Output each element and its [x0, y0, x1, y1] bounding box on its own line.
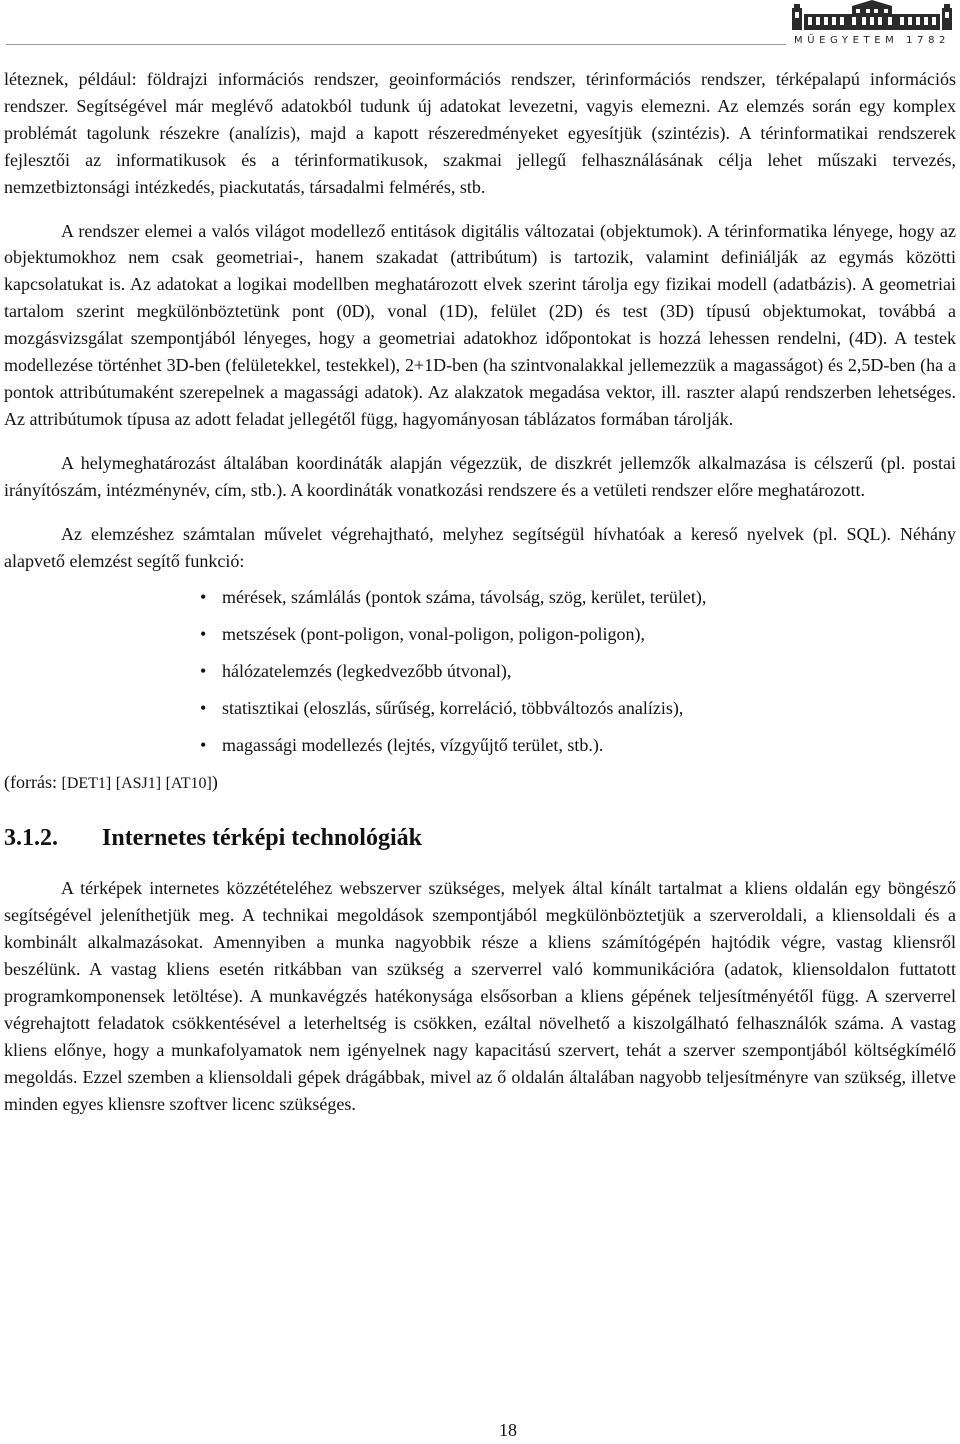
reference-asj1: [ASJ1] [115, 775, 162, 793]
paragraph-system-elements: A rendszer elemei a valós világot modellező entitások digitális változatai (objektumok). A térinformatika lényege, hogy az objektumokhoz nem csak geometriai-, hanem szakadat (attribútum) is tartozik, valamint definiálják az egymás közötti kapcsolatukat is. Az adatokat a logikai modellben meghatározott elvek szerint tárolja egy fizikai modell (adatbázis). A geometriai tartalom szerint megkülönböztetünk pont (0D), vonal (1D), felület (2D) és test (3D) típusú objektumokat, továbbá a mozgásvizsgálat szempontjából lényeges, hogy a geometriai adatokhoz időpontokat is hozzá lehessen rendelni, (4D). A testek modellezése történhet 3D-ben (felületekkel, testekkel), 2+1D-ben (ha szintvonalakkal jellemezzük a magasságot) és 2,5D-ben (ha a pontok attribútumaként szerepelnek a magassági adatok). Az alakzatok megadása vektor, ill. raszter alapú rendszerben lehetséges. Az attribútumok típusa az adott feladat jellegétől függ, hagyományosan táblázatos formában tárolják. [4, 220, 956, 429]
list-item-text: mérések, számlálás (pontok száma, távolság, szög, kerület, terület), [222, 587, 707, 608]
paragraph-web-mapping: A térképek internetes közzétételéhez webszerver szükséges, melyek által kínált tartalmat a kliens oldalán egy böngésző segítségével jeleníthetjük meg. A technikai megoldások szempontjából megkülönböztetjük a szerveroldali, a kliensoldali és a kombinált alkalmazásokat. Amennyiben a munka nagyobbik része a kliens számítógépén hajtódik végre, vastag kliensről beszélünk. A vastag kliens esetén ritkábban van szükség a szerverrel való kommunikációra (adatok, kliensoldalon futtatott programkomponensek letöltése). A munkavégzés hatékonysága elsősorban a kliens gépének teljesítményétől függ. A szerverrel végrehajtott feladatok csökkentésével a leterheltség is csökken, ezáltal növelhető a kiszolgálható felhasználók száma. A vastag kliens előnye, hogy a munkafolyamatok nem igényelnek nagy kapacitású szervert, tehát a szerver szempontjából költségkímélő megoldás. Ezzel szemben a kliensoldali gépek drágábbak, mivel az ő oldalán általában nagyobb teljesítményre van szükség, illetve minden egyes kliensre szoftver licenc szükséges. [4, 878, 956, 1114]
list-item [200, 623, 956, 646]
header-rule [6, 44, 786, 45]
section-title: Internetes térképi technológiák [102, 825, 422, 852]
list-item-text: magassági modellezés (lejtés, vízgyűjtő terület, stb.). [222, 735, 604, 756]
list-item [200, 586, 956, 609]
analysis-function-list [4, 586, 956, 757]
page-header [0, 0, 960, 50]
list-item-text: statisztikai (eloszlás, sűrűség, korreláció, többváltozós analízis), [222, 698, 684, 719]
list-item-text: hálózatelemzés (legkedvezőbb útvonal), [222, 661, 512, 682]
bullet-icon: • [200, 698, 207, 719]
source-citation: (forrás: [DET1] [ASJ1] [AT10]) [4, 772, 218, 793]
logo-text: MŰEGYETEM 1782 [793, 35, 951, 46]
list-item-text: metszések (pont-poligon, vonal-poligon, poligon-poligon), [222, 624, 645, 645]
list-item [200, 734, 956, 757]
bullet-icon: • [200, 735, 207, 756]
page-number: 18 [499, 1420, 517, 1440]
bullet-icon: • [200, 624, 207, 645]
list-item [200, 660, 956, 683]
university-logo [786, 0, 958, 50]
paragraph-intro: léteznek, például: földrajzi információs rendszer, geoinformációs rendszer, térinformációs rendszer, térképalapú információs rendszer. Segítségével már meglévő adatokból tudunk új adatokat levezetni, vagyis elemezni. Az elemzés során egy komplex problémát tagolunk részekre (analízis), majd a kapott részeredményeket egyesítjük (szintézis). A térinformatikai rendszerek fejlesztői az informatikusok és a térinformatikusok, szakmai jellegű felhasználásának célja lehet műszaki tervezés, nemzetbiztonsági intézkedés, piackutatás, társadalmi felmérés, stb. [4, 69, 956, 197]
reference-det1: [DET1] [61, 775, 112, 793]
bullet-icon: • [200, 661, 207, 682]
building-emblem-icon [786, 0, 958, 34]
section-number: 3.1.2. [4, 825, 58, 852]
section-heading [4, 823, 956, 853]
reference-at10: [AT10] [165, 775, 212, 793]
paragraph-positioning: A helymeghatározást általában koordináták alapján végezzük, de diszkrét jellemzők alkalmazása is célszerű (pl. postai irányítószám, intézménynév, cím, stb.). A koordináták vonatkozási rendszere és a vetületi rendszer előre meghatározott. [4, 452, 956, 500]
paragraph-analysis: Az elemzéshez számtalan művelet végrehajtható, melyhez segítségül hívhatóak a kereső nyelvek (pl. SQL). Néhány alapvető elemzést segítő funkció: [4, 523, 956, 571]
bullet-icon: • [200, 587, 207, 608]
page-content [4, 66, 956, 1118]
list-item [200, 697, 956, 720]
